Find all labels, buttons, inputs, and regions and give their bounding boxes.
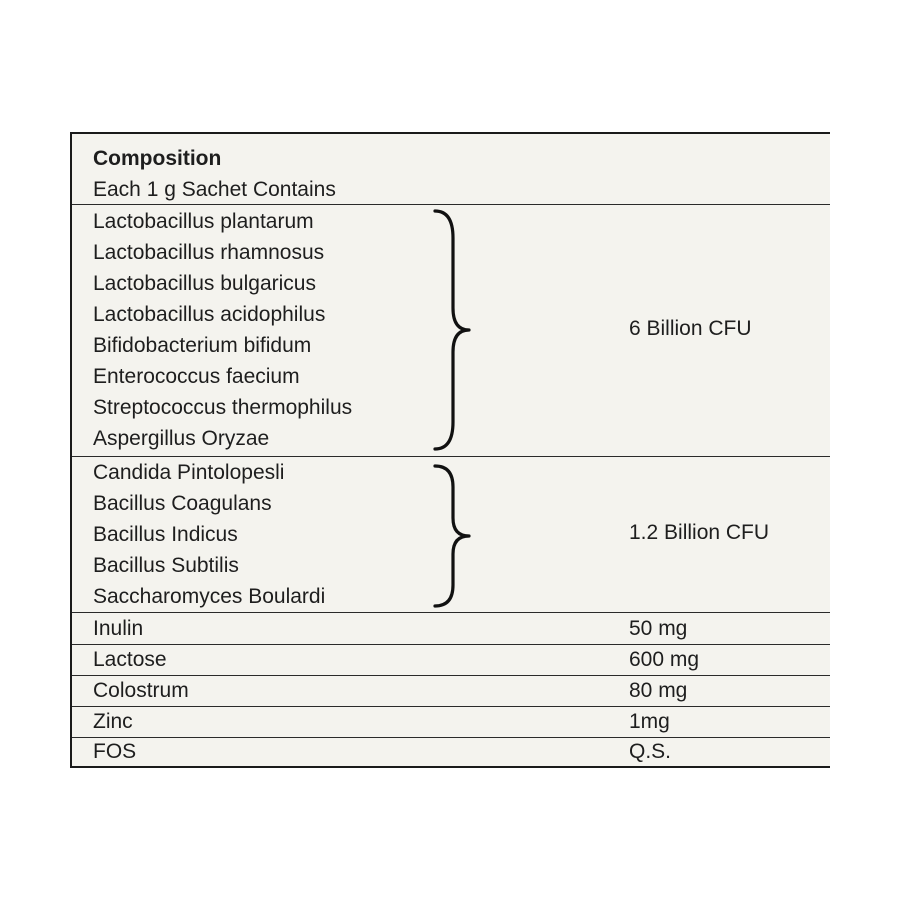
ingredient-name: Enterococcus faecium xyxy=(93,365,300,388)
composition-table xyxy=(70,132,830,768)
ingredient-name: Streptococcus thermophilus xyxy=(93,396,353,419)
ingredient-name: Inulin xyxy=(93,617,144,640)
ingredient-name: Aspergillus Oryzae xyxy=(93,427,270,450)
group-2-amount: 1.2 Billion CFU xyxy=(629,521,770,544)
ingredient-name: Bifidobacterium bifidum xyxy=(93,334,312,357)
table-row xyxy=(72,613,830,644)
table-row xyxy=(72,644,830,675)
ingredient-amount: 1mg xyxy=(629,710,670,733)
ingredient-name: Lactobacillus acidophilus xyxy=(93,303,326,326)
ingredient-name: Saccharomyces Boulardi xyxy=(93,585,326,608)
ingredient-amount: 80 mg xyxy=(629,679,688,702)
ingredient-name: Colostrum xyxy=(93,679,189,702)
ingredient-name: Zinc xyxy=(93,710,133,733)
composition-title: Composition xyxy=(93,147,222,170)
ingredient-name: Lactobacillus bulgaricus xyxy=(93,272,316,295)
ingredient-name: Bacillus Subtilis xyxy=(93,554,239,577)
divider xyxy=(72,204,830,205)
curly-brace-icon xyxy=(427,208,477,452)
ingredient-amount: 600 mg xyxy=(629,648,700,671)
table-row xyxy=(72,675,830,706)
ingredient-list-2 xyxy=(93,457,325,612)
curly-brace-icon xyxy=(427,463,477,609)
ingredient-name: Bacillus Indicus xyxy=(93,523,238,546)
table-row xyxy=(72,706,830,737)
ingredient-group-2 xyxy=(72,457,830,612)
table-row xyxy=(72,736,830,767)
ingredient-amount: Q.S. xyxy=(629,740,672,763)
composition-subtitle: Each 1 g Sachet Contains xyxy=(93,178,336,201)
ingredient-name: Lactose xyxy=(93,648,167,671)
ingredient-name: Bacillus Coagulans xyxy=(93,492,272,515)
composition-header xyxy=(72,134,830,204)
ingredient-amount: 50 mg xyxy=(629,617,688,640)
ingredient-list-1 xyxy=(93,206,352,454)
group-1-amount: 6 Billion CFU xyxy=(629,317,752,340)
ingredient-name: Candida Pintolopesli xyxy=(93,461,285,484)
ingredient-group-1 xyxy=(72,206,830,456)
ingredient-name: Lactobacillus rhamnosus xyxy=(93,241,325,264)
ingredient-name: FOS xyxy=(93,740,137,763)
ingredient-name: Lactobacillus plantarum xyxy=(93,210,314,233)
